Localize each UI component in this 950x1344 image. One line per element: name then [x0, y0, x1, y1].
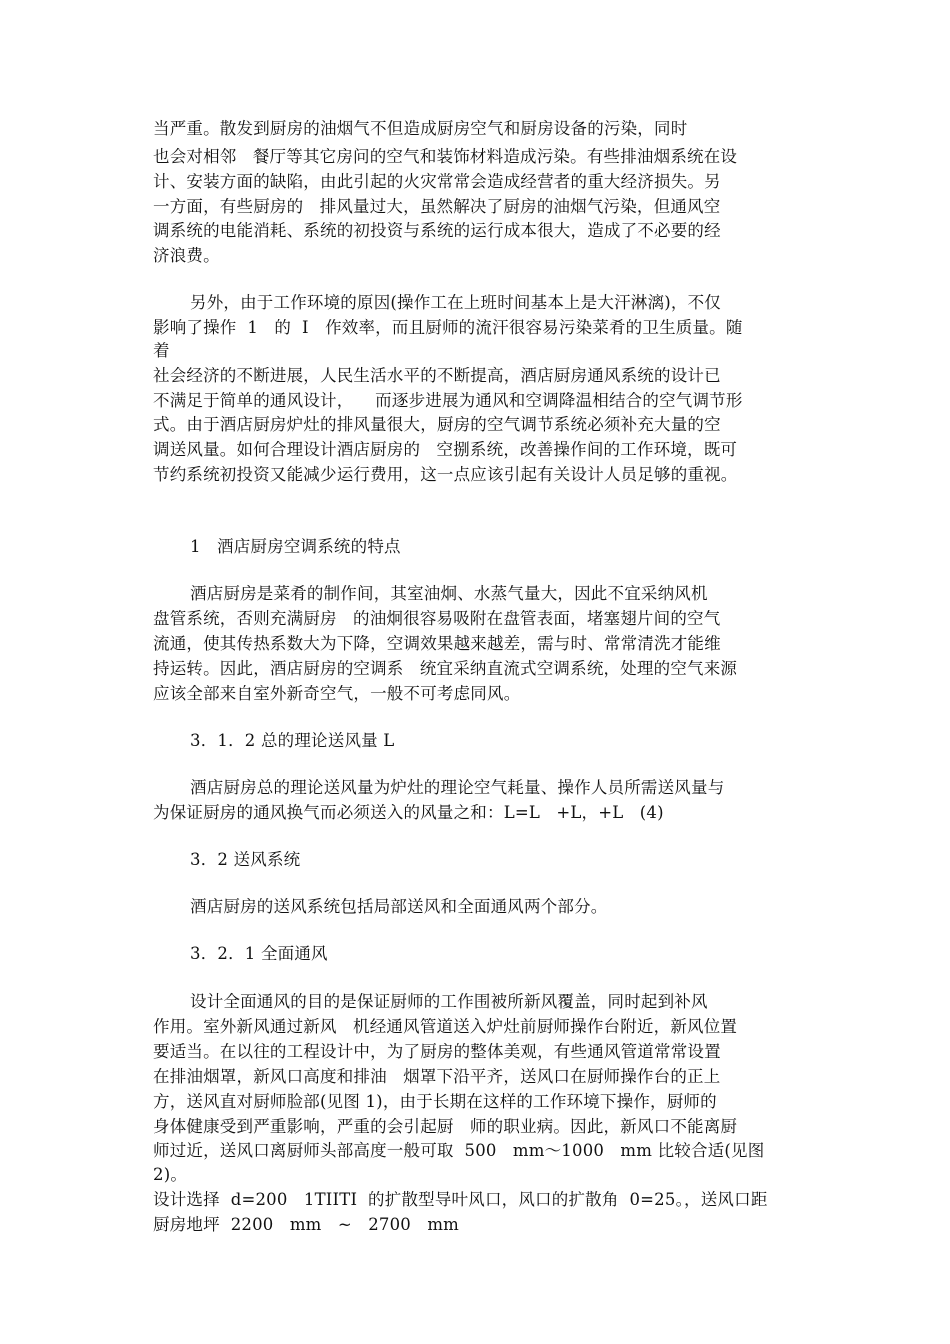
text-line: 流通，使其传热系数大为下降，空调效果越来越差，需与时、常常清洗才能维 — [153, 634, 721, 653]
text-line: 一方面，有些厨房的 排风量过大，虽然解决了厨房的油烟气污染，但通风空 — [153, 197, 721, 216]
section-heading: 3．1．2 总的理论送风量 L — [190, 731, 395, 750]
section-heading: 3．2．1 全面通风 — [190, 944, 328, 963]
text-line: 作用。室外新风通过新风 机经通风管道送入炉灶前厨师操作台附近，新风位置 — [153, 1017, 738, 1036]
text-line: 当严重。散发到厨房的油烟气不但造成厨房空气和厨房设备的污染，同时 — [153, 119, 688, 138]
text-line: 调系统的电能消耗、系统的初投资与系统的运行成本很大，造成了不必要的经 — [153, 221, 721, 240]
text-line: 也会对相邻 餐厅等其它房问的空气和装饰材料造成污染。有些排油烟系统在设 — [153, 147, 738, 166]
text-line: 不满足于简单的通风设计， 而逐步进展为通风和空调降温相结合的空气调节形 — [153, 391, 743, 410]
text-line: 应该全部来自室外新奇空气，一般不可考虑同风。 — [153, 684, 521, 703]
text-line: 酒店厨房的送风系统包括局部送风和全面通风两个部分。 — [190, 897, 608, 916]
text-line: 在排油烟罩，新风口高度和排油 烟罩下沿平齐，送风口在厨师操作台的正上 — [153, 1067, 721, 1086]
text-line: 社会经济的不断进展，人民生活水平的不断提高，酒店厨房通风系统的设计已 — [153, 366, 721, 385]
text-line: 盘管系统，否则充满厨房 的油炯很容易吸附在盘管表面，堵塞翅片间的空气 — [153, 609, 721, 628]
text-line: 要适当。在以往的工程设计中，为了厨房的整体美观，有些通风管道常常设置 — [153, 1042, 721, 1061]
text-line: 酒店厨房总的理论送风量为炉灶的理论空气耗量、操作人员所需送风量与 — [190, 778, 725, 797]
text-line: 持运转。因此，酒店厨房的空调系 统宜采纳直流式空调系统，处理的空气来源 — [153, 659, 738, 678]
text-line: 设计全面通风的目的是保证厨师的工作围被所新风覆盖，同时起到补风 — [190, 992, 708, 1011]
text-line: 影响了操作 1 的 I 作效率，而且厨师的流汗很容易污染菜肴的卫生质量。随 — [153, 318, 743, 337]
text-line: 酒店厨房是菜肴的制作间，其室油炯、水蒸气量大，因此不宜采纳风机 — [190, 584, 708, 603]
text-line: 2)。 — [153, 1165, 188, 1184]
text-line: 节约系统初投资又能减少运行费用，这一点应该引起有关设计人员足够的重视。 — [153, 465, 738, 484]
text-line: 方，送风直对厨师脸部(见图 1)，由于长期在这样的工作环境下操作，厨师的 — [153, 1092, 717, 1111]
text-line: 设计选择 d=200 1TIITI 的扩散型导叶风口，风口的扩散角 0=25。，送风口距 — [153, 1190, 768, 1209]
text-line: 为保证厨房的通风换气而必须送入的风量之和：L=L +L，+L (4) — [153, 803, 664, 822]
section-heading: 3．2 送风系统 — [190, 850, 301, 869]
text-line: 计、安装方面的缺陷，由此引起的火灾常常会造成经营者的重大经济损失。另 — [153, 172, 721, 191]
text-line: 济浪费。 — [153, 246, 220, 265]
text-line: 式。由于酒店厨房炉灶的排风量很大，厨房的空气调节系统必须补充大量的空 — [153, 415, 721, 434]
text-line: 另外，由于工作环境的原因(操作工在上班时间基本上是大汗淋漓)，不仅 — [190, 293, 721, 312]
text-line: 师过近，送风口离厨师头部高度一般可取 500 mm～1000 mm 比较合适(见图 — [153, 1141, 765, 1160]
text-line: 身体健康受到严重影响，严重的会引起厨 师的职业病。因此，新风口不能离厨 — [153, 1117, 738, 1136]
section-heading: 1 酒店厨房空调系统的特点 — [190, 537, 401, 556]
text-line: 调送风量。如何合理设计酒店厨房的 空捌系统，改善操作间的工作环境，既可 — [153, 440, 738, 459]
text-line: 厨房地坪 2200 mm ~ 2700 mm — [153, 1215, 460, 1234]
text-line: 着 — [153, 341, 170, 360]
